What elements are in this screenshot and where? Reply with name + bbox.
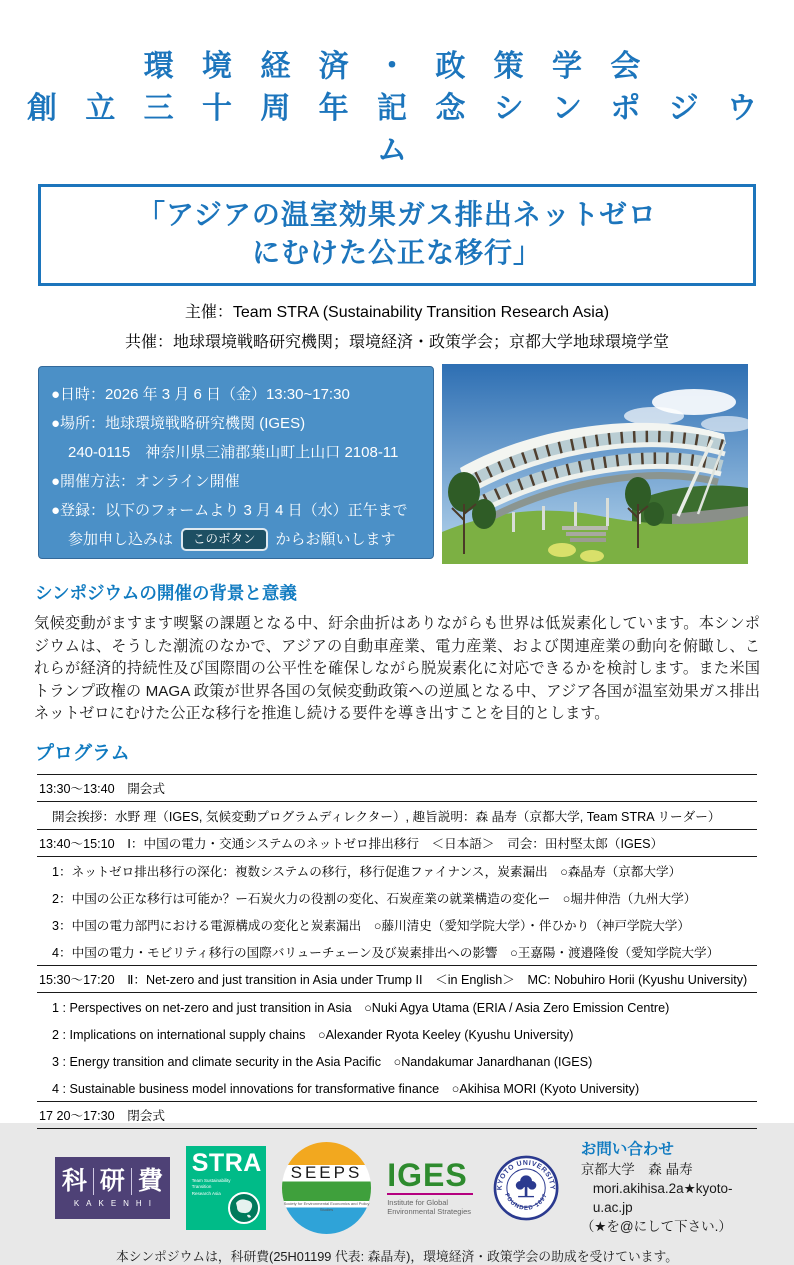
event-place: ●場所：地球環境戦略研究機関 (IGES) — [51, 415, 306, 432]
subtitle-box — [38, 184, 756, 286]
program-row-s1-talk4: 4：中国の電力・モビリティ移行の国際バリューチェーン及び炭素排出への影響 ○王嘉陽・渡邉隆俊（愛知学院大学） — [52, 945, 720, 960]
contact-block — [581, 1140, 767, 1236]
seeps-logo — [282, 1142, 371, 1234]
event-registration-deadline: ●登録：以下のフォームより 3 月 4 日（水）正午まで — [51, 502, 408, 519]
iges-building-illustration — [442, 364, 748, 564]
cohost-line: 共催：地球環境戦略研究機関；環境経済・政策学会；京都大学地球環境学堂 — [124, 334, 669, 351]
background-section-heading: シンポジウムの開催の背景と意義 — [35, 583, 297, 603]
program-row-session2: 15:30～17:20 Ⅱ：Net-zero and just transition in Asia under Trump II ＜in English＞ MC: Nobuhiro Horii (Kyushu University) — [37, 965, 757, 993]
program-row-s2-talk1: 1 : Perspectives on net-zero and just transition in Asia ○Nuki Agya Utama (ERIA / Asia Zero Emission Centre) — [52, 1000, 670, 1015]
registration-line — [51, 525, 421, 554]
kyoto-seal-top-text: KYOTO UNIVERSITY — [496, 1159, 556, 1191]
program-row-s1-talk2: 2：中国の公正な移行は可能か？ー石炭火力の役割の変化、石炭産業の就業構造の変化ー ○堀井伸浩（九州大学） — [52, 891, 697, 906]
stra-logo — [186, 1146, 266, 1230]
event-method: ●開催方法：オンライン開催 — [51, 473, 240, 490]
iges-logo-subtext2: Environmental Strategies — [387, 1207, 472, 1217]
event-datetime: ●日時：2026 年 3 月 6 日（金）13:30~17:30 — [51, 386, 350, 403]
contact-email: mori.akihisa.2a★kyoto-u.ac.jp — [592, 1181, 733, 1215]
stra-logo-subtext1: Team Sustainability Transition — [191, 1178, 231, 1189]
contact-person: 京都大学 森 晶寿 — [580, 1162, 693, 1177]
program-row-session1: 13:40～15:10 Ⅰ：中国の電力・交通システムのネットゼロ排出移行 ＜日本語＞ 司会：田村堅太郎（IGES） — [37, 829, 757, 857]
iges-logo-rule — [387, 1193, 473, 1196]
event-address: 240-0115 神奈川県三浦郡葉山町上山口 2108-11 — [68, 444, 399, 461]
page-title-line2: 創 立 三 十 周 年 記 念 シ ン ポ ジ ウ ム — [26, 92, 768, 167]
iges-logo-subtext1: Institute for Global — [387, 1198, 449, 1208]
logos-row — [27, 1141, 767, 1236]
host-line: 主催：Team STRA (Sustainability Transition Research Asia) — [184, 304, 610, 321]
seeps-logo-text: SEEPS — [290, 1163, 363, 1182]
program-row-opening: 13:30～13:40 開会式 — [37, 774, 757, 802]
program-heading: プログラム — [35, 742, 130, 764]
seeps-logo-subtext: Society for Environmental Economics and Policy Studies — [283, 1201, 370, 1213]
stra-logo-text: STRA — [191, 1149, 262, 1177]
kyoto-seal-bottom-text: FOUNDED 1897 — [502, 1192, 549, 1212]
program-row-s2-talk3: 3 : Energy transition and climate security in the Asia Pacific ○Nandakumar Janardhanan (IGES) — [52, 1054, 593, 1069]
program-row-s1-talk3: 3：中国の電力部門における電源構成の変化と炭素漏出 ○藤川清史（愛知学院大学）・伴ひかり（神戸学院大学） — [52, 918, 690, 933]
kakenhi-logo-subtext: KAKENHI — [73, 1199, 158, 1208]
program-table — [37, 774, 757, 1129]
venue-photo — [442, 364, 748, 564]
iges-logo-text: IGES — [387, 1156, 468, 1193]
registration-prefix: 参加申し込みは — [68, 531, 174, 548]
kakenhi-char1: 科 — [61, 1167, 87, 1195]
contact-heading: お問い合わせ — [580, 1141, 674, 1158]
kakenhi-char3: 費 — [131, 1168, 169, 1195]
event-info-row — [38, 366, 756, 564]
program-row-s2-talk4: 4 : Sustainable business model innovations for transformative finance ○Akihisa MORI (Kyoto University) — [52, 1081, 640, 1096]
event-info-panel — [38, 366, 434, 559]
registration-suffix: からお願いします — [275, 531, 396, 548]
kakenhi-logo — [55, 1157, 170, 1219]
program-row-s2-talk2: 2 : Implications on international supply chains ○Alexander Ryota Keeley (Kyushu University) — [52, 1027, 574, 1042]
registration-button[interactable]: このボタン — [181, 528, 268, 551]
iges-logo — [387, 1156, 476, 1217]
funding-note: 本シンポジウムは，科研費(25H01199 代表: 森晶寿)，環境経済・政策学会の助成を受けています。 — [115, 1248, 679, 1264]
background-section-body: 気候変動がますます喫緊の課題となる中、紆余曲折はありながらも世界は低炭素化しています。本シンポジウムは、そうした潮流のなかで、アジアの自動車産業、電力産業、および関連産業の動向を俯瞰し、これらが経済的持続性及び国際間の公平性を確保しながら脱炭素化に対応できるかを検討します。また米国トランプ政権の MAGA 政策が世界各国の気候変動政策への逆風となる中、アジア各国が温室効果ガス排出ネットゼロにむけた公正な移行を推進し続ける要件を導き出すことを目的とします。 — [34, 615, 760, 722]
subtitle-line1: 「アジアの温室効果ガス排出ネットゼロ — [136, 199, 658, 230]
program-row-s1-talk1: 1：ネットゼロ排出移行の深化：複数システムの移行，移行促進ファイナンス，炭素漏出 ○森晶寿（京都大学） — [52, 864, 682, 879]
stra-logo-subtext2: Research Asia — [191, 1191, 221, 1196]
subtitle-line2: にむけた公正な移行」 — [251, 237, 542, 268]
program-row-closing: 17 20～17:30 閉会式 — [37, 1101, 757, 1129]
globe-icon — [227, 1191, 261, 1225]
kyoto-university-seal — [493, 1154, 559, 1222]
kakenhi-logo-text — [56, 1168, 169, 1195]
page-title-line1: 環 境 経 済 ・ 政 策 学 会 — [143, 50, 651, 83]
program-row-opening-detail: 開会挨拶：水野 理（IGES, 気候変動プログラムディレクター）, 趣旨説明：森 晶寿（京都大学, Team STRA リーダー） — [52, 809, 721, 824]
contact-email-note: （★を@にして下さい.） — [580, 1219, 732, 1234]
kakenhi-char2: 研 — [93, 1168, 131, 1195]
